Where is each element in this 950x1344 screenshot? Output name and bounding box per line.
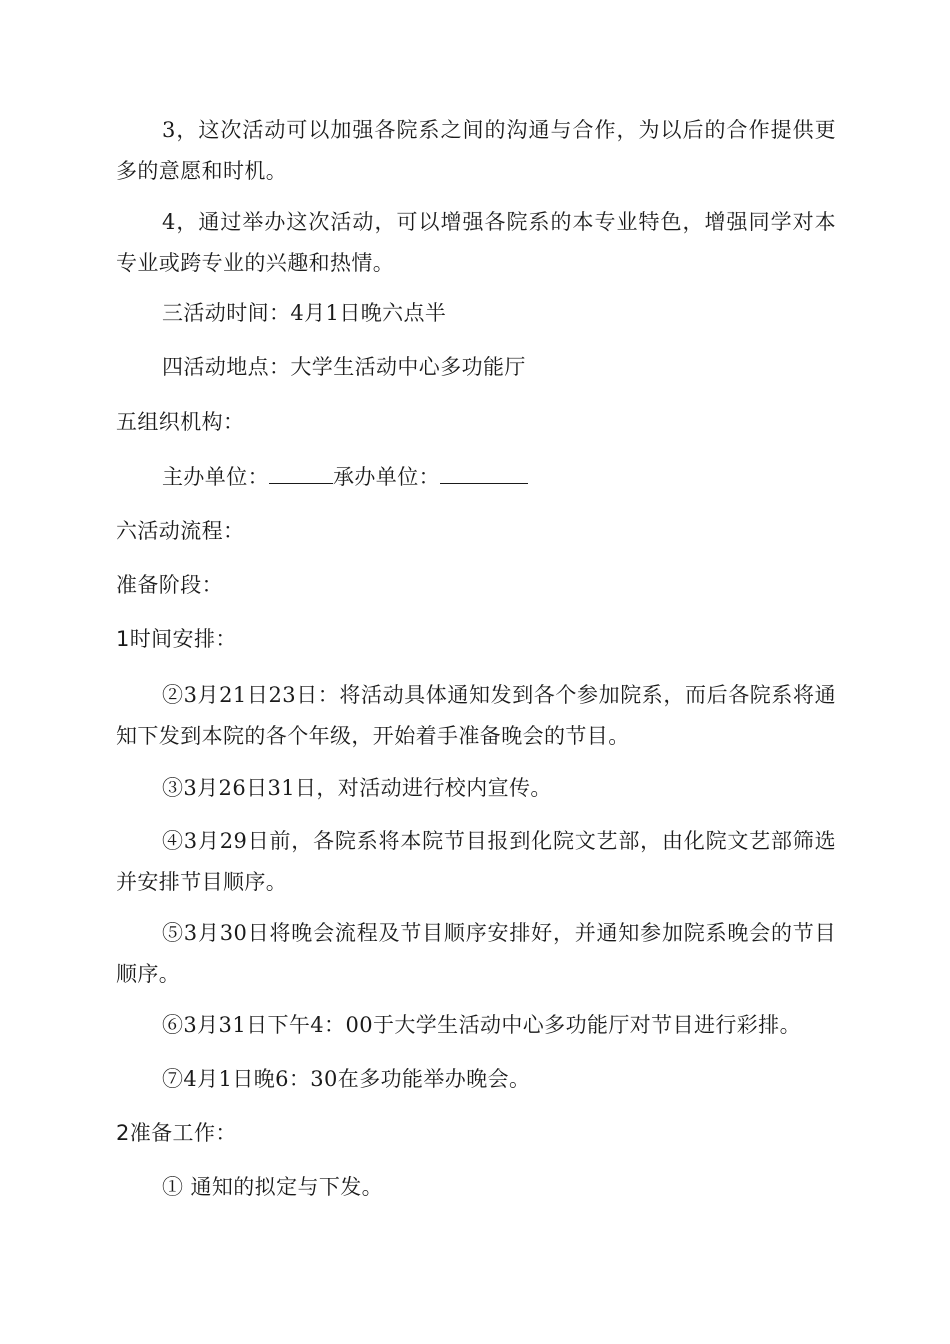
organizer-unit-blank: [440, 461, 528, 484]
schedule-item-2: ②3月21日23日：将活动具体通知发到各个参加院系，而后各院系将通知下发到本院的各个年级，开始着手准备晚会的节目。: [116, 683, 836, 748]
schedule-item-5: ⑤3月30日将晚会流程及节目顺序安排好，并通知参加院系晚会的节目顺序。: [116, 921, 836, 986]
organizer-unit-label: 承办单位：: [333, 465, 440, 489]
host-unit-label: 主办单位：: [162, 465, 269, 489]
heading-organization: 五组织机构：: [116, 410, 245, 434]
paragraph-purpose-3: 3，这次活动可以加强各院系之间的沟通与合作，为以后的合作提供更多的意愿和时机。: [116, 118, 836, 183]
schedule-item-3: ③3月26日31日，对活动进行校内宣传。: [162, 776, 552, 800]
heading-time-schedule: 1时间安排：: [116, 627, 237, 651]
paragraph-activity-time: 三活动时间：4月1日晚六点半: [162, 301, 447, 325]
paragraph-activity-location: 四活动地点：大学生活动中心多功能厅: [162, 355, 526, 379]
heading-preparation-work: 2准备工作：: [116, 1121, 237, 1145]
heading-activity-process: 六活动流程：: [116, 519, 245, 543]
schedule-item-7: ⑦4月1日晚6：30在多功能举办晚会。: [162, 1067, 531, 1091]
paragraph-organizers: [116, 457, 836, 498]
prep-work-item-1: ① 通知的拟定与下发。: [162, 1175, 384, 1199]
host-unit-blank: [269, 461, 333, 484]
paragraph-purpose-4: 4，通过举办这次活动，可以增强各院系的本专业特色，增强同学对本专业或跨专业的兴趣和热情。: [116, 210, 836, 275]
schedule-item-4: ④3月29日前，各院系将本院节目报到化院文艺部，由化院文艺部筛选并安排节目顺序。: [116, 829, 836, 894]
schedule-item-6: ⑥3月31日下午4：00于大学生活动中心多功能厅对节目进行彩排。: [162, 1013, 801, 1037]
heading-preparation-stage: 准备阶段：: [116, 573, 223, 597]
